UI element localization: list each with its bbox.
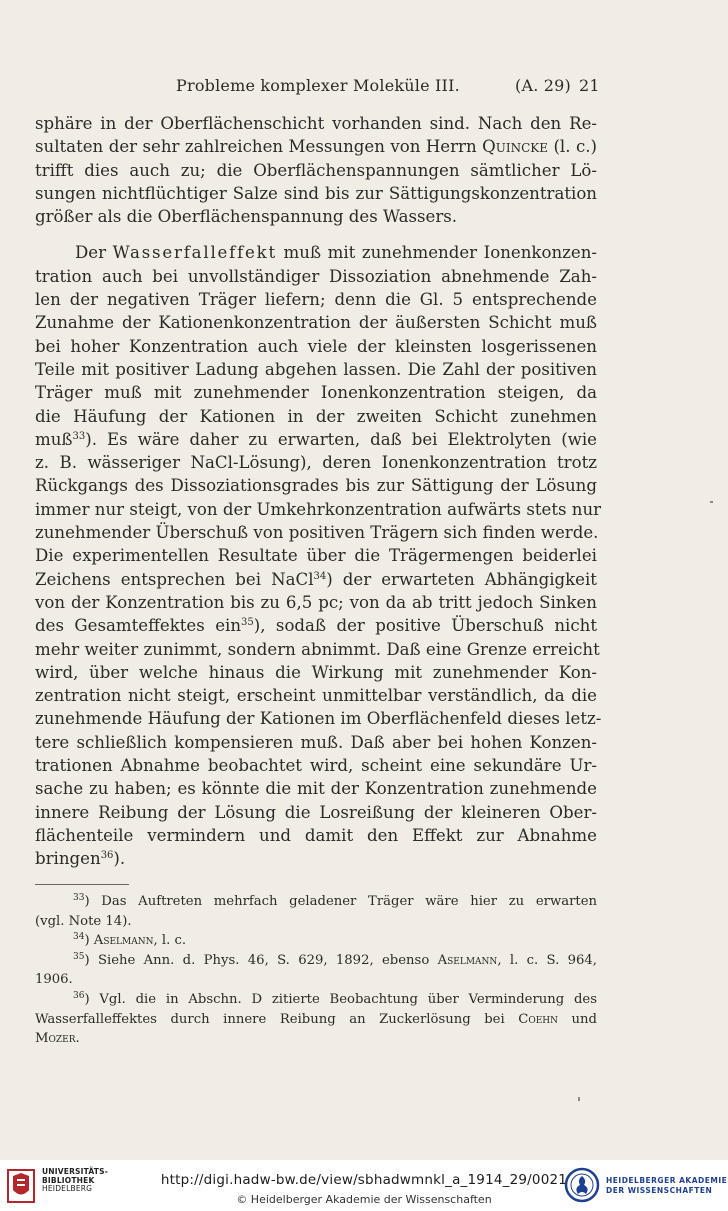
text-line [35,684,597,707]
text-line [35,474,597,497]
text-run: ). Es wäre daher zu erwarten, daß bei Elektrolyten (wie [85,429,597,449]
footnote-reference: 35 [73,951,85,962]
text-run: , l. c. S. 964, [497,952,597,968]
text-run: und [558,1011,597,1027]
body-text [35,112,602,871]
emphasized-term: Wasserfalleffekt [112,243,277,263]
footnote [35,931,597,951]
text-line [35,311,597,334]
text-line [35,405,597,428]
text-run: ). [113,849,126,869]
footnote-reference: 36 [100,850,114,862]
running-title: Probleme komplexer Moleküle III. [176,76,460,95]
text-run: Zunahme der Kationenkonzentration der äußersten Schicht muß [35,313,597,333]
text-run: 1906. [35,972,73,988]
text-run: sphäre in der Oberflächenschicht vorhanden sind. Nach den Re- [35,114,597,133]
text-run: muß mit zunehmender Ionenkonzen- [277,243,597,263]
text-line [35,731,597,754]
text-line [35,358,597,381]
text-run: ) der erwarteten Abhängigkeit [326,569,597,589]
footnote-separator [35,884,129,885]
footnote-line [35,1010,597,1030]
text-run: Teile mit positiver Ladung abgehen lassen. Die Zahl der positiven [35,359,597,379]
text-line [35,521,597,544]
text-run: Rückgangs des Dissoziationsgrades bis zur Sättigung der Lösung [35,476,597,496]
author-name: Aselmann [437,952,498,968]
page-number: 21 [579,76,600,95]
text-run: zunehmende Häufung der Kationen im Oberflächenfeld dieses letz- [35,709,602,729]
text-line [35,428,597,451]
scan-speck [578,1097,580,1101]
text-run: ) Das Auftreten mehrfach geladener Träger wäre hier zu erwarten [84,894,597,909]
text-run: z. B. wässeriger NaCl-Lösung), deren Ionenkonzentration trotz [35,453,597,473]
paragraph [35,112,597,228]
text-run: len der negativen Träger liefern; denn die Gl. 5 entsprechende [35,290,597,310]
academy-seal-icon [564,1166,600,1204]
text-run: tration auch bei unvollständiger Dissoziation abnehmende Zah- [35,266,597,286]
text-run: zentration nicht steigt, erscheint unmittelbar verständlich, da die [35,686,597,706]
text-run: ) Siehe Ann. d. Phys. 46, S. 629, 1892, ebenso [84,952,438,968]
text-run: trifft dies auch zu; die Oberflächenspannungen sämtlicher Lö- [35,160,597,180]
text-run: immer nur steigt, von der Umkehrkonzentration aufwärts stets nur [35,499,602,519]
footnote-line [35,931,597,951]
text-run: . [75,1031,80,1047]
footnote-reference: 33 [73,893,85,903]
text-run: trationen Abnahme beobachtet wird, scheint eine sekundäre Ur- [35,756,597,776]
text-line [35,614,597,637]
copyright-notice: © Heidelberger Akademie der Wissenschaften [236,1193,492,1206]
text-line [35,498,602,521]
text-line [35,159,597,182]
academy-name: HEIDELBERGER AKADEMIE DER WISSENSCHAFTEN [606,1176,728,1195]
text-run: sungen nichtflüchtiger Salze sind bis zur Sättigungskonzentration [35,183,597,203]
text-run: muß [35,429,73,449]
footnote-line [35,892,597,912]
text-run: , l. c. [153,933,187,949]
text-line [35,112,597,135]
text-line [35,135,597,158]
text-line [35,568,597,591]
text-line [35,241,597,264]
footnotes [35,892,597,1049]
text-line [35,661,597,684]
text-line [35,777,597,800]
text-line [35,205,597,228]
footnote-reference: 34 [313,570,327,582]
text-run: ) [84,933,94,949]
text-run: (vgl. Note 14). [35,913,132,929]
text-line [35,638,600,661]
footnote-reference: 36 [73,990,85,1001]
footnote-reference: 34 [73,932,85,943]
text-run: bei hoher Konzentration auch viele der kleinsten losgerissenen [35,336,597,356]
footnote-reference: 33 [72,430,86,442]
text-run: bringen [35,849,101,869]
text-run: größer als die Oberflächenspannung des Wassers. [35,207,458,227]
scan-speck [710,501,713,503]
text-run: des Gesamteffektes ein [35,616,242,636]
author-name: Mozer [35,1031,76,1047]
author-name: Quincke [482,137,548,157]
text-run: ), sodaß der positive Überschuß nicht [253,616,597,636]
text-run: Wasserfalleffektes durch innere Reibung an Zuckerlösung bei [35,1011,519,1027]
permalink-url[interactable]: http://digi.hadw-bw.de/view/sbhadwmnkl_a_1914_29/0021 [160,1172,568,1188]
running-header [0,74,728,98]
text-run: Zeichens entsprechen bei NaCl [35,569,314,589]
text-line [35,754,597,777]
text-run: flächenteile vermindern und damit den Effekt zur Abnahme [35,825,597,845]
paragraph [35,241,602,870]
text-run: wird, über welche hinaus die Wirkung mit zunehmender Kon- [35,662,597,682]
text-run: innere Reibung der Lösung die Losreißung der kleineren Ober- [35,802,597,822]
text-run: zunehmender Überschuß von positiven Trägern sich finden werde. [35,523,599,543]
text-run: die Häufung der Kationen in der zweiten Schicht zunehmen [35,406,597,426]
text-line [35,801,597,824]
text-line [35,544,597,567]
text-run: sultaten der sehr zahlreichen Messungen von Herrn [35,137,483,157]
footnote [35,990,597,1049]
footnote-line [35,990,597,1010]
text-run: mehr weiter zunimmt, sondern abnimmt. Daß eine Grenze erreicht [35,639,600,659]
text-line [35,381,597,404]
text-run: sache zu haben; es könnte die mit der Konzentration zunehmende [35,779,597,799]
footnote-line [35,1029,597,1049]
footnote-reference: 35 [241,617,254,629]
text-line [35,591,597,614]
footnote-line [35,970,597,990]
text-run: ) Vgl. die in Abschn. D zitierte Beobachtung über Verminderung des [84,991,597,1007]
viewer-footer [0,1160,728,1211]
author-name: Aselmann [93,933,154,949]
text-run: Träger muß mit zunehmender Ionenkonzentration steigen, da [35,383,597,403]
article-reference: (A. 29) [515,76,571,95]
footnote [35,892,597,931]
text-run: von der Konzentration bis zu 6,5 pc; von da ab tritt jedoch Sinken [35,592,597,612]
text-run: Die experimentellen Resultate über die Trägermengen beiderlei [35,546,597,566]
library-name: UNIVERSITÄTS- BIBLIOTHEK HEIDELBERG [42,1167,109,1194]
text-line [35,707,602,730]
author-name: Coehn [518,1011,558,1027]
text-line [35,182,597,205]
text-line [35,265,597,288]
footnote [35,951,597,990]
text-run: tere schließlich kompensieren muß. Daß aber bei hohen Konzen- [35,732,597,752]
paragraph-gap [35,228,597,241]
footnote-line [35,912,597,932]
text-line [35,451,597,474]
text-run: Der [75,243,113,263]
text-line [35,824,597,847]
text-run: (l. c.) [548,137,597,157]
text-line [35,288,597,311]
footnote-line [35,951,597,971]
text-line [35,847,597,870]
text-line [35,335,597,358]
